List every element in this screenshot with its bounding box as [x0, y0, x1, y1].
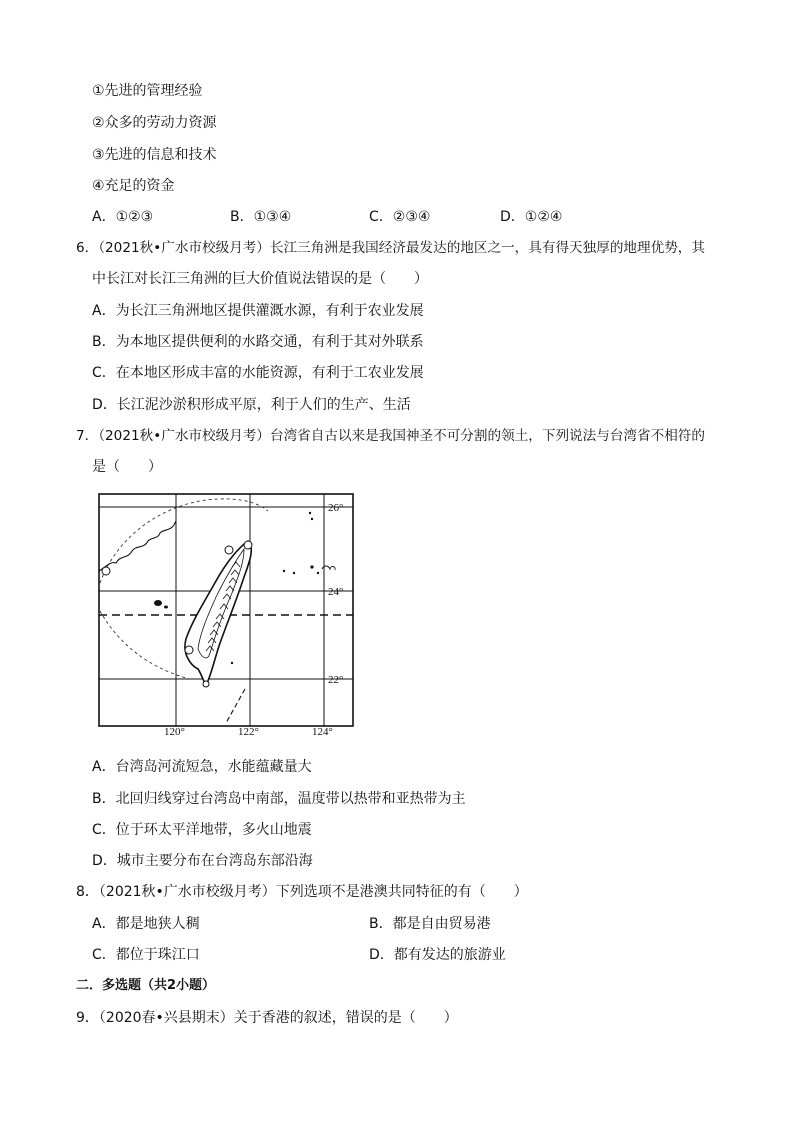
q5-item-3: ③先进的信息和技术 [92, 147, 217, 163]
q5-item-2: ②众多的劳动力资源 [92, 115, 217, 131]
lon-label-120: 120° [164, 726, 185, 737]
q8-option-a: A．都是地狭人稠 [92, 916, 200, 932]
q7-option-b: B．北回归线穿过台湾岛中南部，温度带以热带和亚热带为主 [92, 791, 466, 807]
q6-stem-line2: 中长江对长江三角洲的巨大价值说法错误的是（ ） [92, 271, 428, 287]
q8-stem: 8．（2021秋•广水市校级月考）下列选项不是港澳共同特征的有（ ） [76, 884, 528, 900]
q5-option-a: A．①②③ [92, 209, 154, 225]
city-marker [185, 646, 193, 654]
q5-item-4: ④充足的资金 [92, 178, 175, 194]
q5-option-c: C．②③④ [369, 209, 431, 225]
q6-stem-line1: 6．（2021秋•广水市校级月考）长江三角洲是我国经济最发达的地区之一，具有得天独厚的地理优势，其 [76, 240, 705, 256]
q6-option-b: B．为本地区提供便利的水路交通，有利于其对外联系 [92, 334, 424, 350]
q5-item-1: ①先进的管理经验 [92, 83, 203, 99]
q5-option-b: B．①③④ [230, 209, 292, 225]
city-marker [102, 567, 110, 575]
taiwan-map [98, 493, 354, 737]
city-marker [203, 681, 209, 687]
lon-label-124: 124° [312, 726, 333, 737]
lat-label-22: 22° [328, 674, 344, 686]
city-marker [225, 546, 233, 554]
city-marker [244, 541, 252, 549]
q8-option-d: D．都有发达的旅游业 [369, 947, 506, 963]
lat-label-26: 26° [328, 502, 344, 514]
q8-option-c: C．都位于珠江口 [92, 947, 200, 963]
q9-stem: 9．（2020春•兴县期末）关于香港的叙述，错误的是（ ） [76, 1010, 458, 1026]
q6-option-c: C．在本地区形成丰富的水能资源，有利于工农业发展 [92, 365, 424, 381]
q7-stem-line1: 7．（2021秋•广水市校级月考）台湾省自古以来是我国神圣不可分割的领土，下列说法与台湾省不相符的 [76, 428, 705, 444]
q7-option-a: A．台湾岛河流短急，水能蕴藏量大 [92, 759, 312, 775]
q7-stem-line2: 是（ ） [92, 459, 162, 475]
q6-option-a: A．为长江三角洲地区提供灌溉水源，有利于农业发展 [92, 303, 424, 319]
q8-option-b: B．都是自由贸易港 [369, 916, 491, 932]
q7-option-d: D．城市主要分布在台湾岛东部沿海 [92, 853, 313, 869]
q5-option-d: D．①②④ [500, 209, 563, 225]
lon-label-122: 122° [238, 726, 259, 737]
lat-label-24: 24° [328, 586, 344, 598]
section-2-title: 二．多选题（共2小题） [76, 978, 216, 993]
q6-option-d: D．长江泥沙淤积形成平原，利于人们的生产、生活 [92, 397, 411, 413]
q7-option-c: C．位于环太平洋地带，多火山地震 [92, 822, 312, 838]
